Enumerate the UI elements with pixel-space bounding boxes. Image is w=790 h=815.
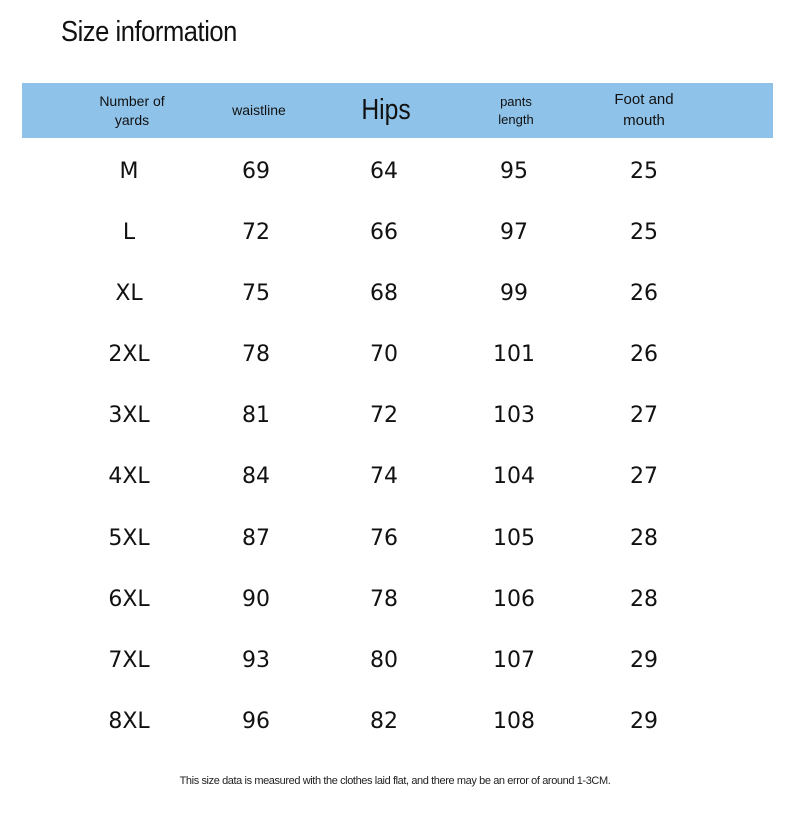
cell-size: 8XL xyxy=(108,709,150,734)
header-size-line1: Number of xyxy=(99,92,165,109)
measurement-footnote: This size data is measured with the clothes laid flat, and there may be an error of around 1-3CM. xyxy=(179,775,611,787)
table-row xyxy=(0,519,790,559)
header-pants-length-column xyxy=(466,83,566,138)
cell-waistline: 96 xyxy=(242,709,270,734)
cell-hips: 66 xyxy=(370,220,398,245)
cell-waistline: 78 xyxy=(242,342,270,367)
header-waistline-label: waistline xyxy=(232,102,286,119)
cell-size: 2XL xyxy=(108,342,150,367)
cell-pants-length: 108 xyxy=(493,709,535,734)
header-size-column xyxy=(82,83,182,138)
header-pants-length-line1: pants xyxy=(500,93,532,109)
cell-waistline: 75 xyxy=(242,281,270,306)
table-row xyxy=(0,152,790,192)
cell-pants-length: 99 xyxy=(500,281,528,306)
cell-waistline: 72 xyxy=(242,220,270,245)
header-foot-mouth-line1: Foot and xyxy=(614,91,674,109)
header-hips-column xyxy=(336,83,436,138)
cell-pants-length: 101 xyxy=(493,342,535,367)
cell-size: 4XL xyxy=(108,464,150,489)
header-pants-length-line2: length xyxy=(498,111,534,127)
cell-waistline: 93 xyxy=(242,648,270,673)
cell-size: XL xyxy=(115,281,143,306)
cell-foot-mouth: 25 xyxy=(630,159,658,184)
cell-pants-length: 95 xyxy=(500,159,528,184)
cell-pants-length: 103 xyxy=(493,403,535,428)
cell-hips: 64 xyxy=(370,159,398,184)
header-size-line2: yards xyxy=(114,111,150,128)
size-table-header xyxy=(22,83,773,138)
cell-pants-length: 107 xyxy=(493,648,535,673)
cell-waistline: 90 xyxy=(242,587,270,612)
table-row xyxy=(0,213,790,253)
cell-waistline: 84 xyxy=(242,464,270,489)
page-title: Size information xyxy=(61,16,237,48)
cell-foot-mouth: 27 xyxy=(630,403,658,428)
table-row xyxy=(0,580,790,620)
cell-hips: 80 xyxy=(370,648,398,673)
cell-foot-mouth: 27 xyxy=(630,464,658,489)
header-foot-mouth-line2: mouth xyxy=(623,111,665,129)
cell-foot-mouth: 29 xyxy=(630,709,658,734)
table-row xyxy=(0,274,790,314)
cell-hips: 68 xyxy=(370,281,398,306)
cell-pants-length: 106 xyxy=(493,587,535,612)
cell-size: L xyxy=(122,220,136,245)
cell-hips: 82 xyxy=(370,709,398,734)
cell-waistline: 87 xyxy=(242,526,270,551)
cell-waistline: 69 xyxy=(242,159,270,184)
cell-foot-mouth: 26 xyxy=(630,281,658,306)
table-row xyxy=(0,457,790,497)
cell-hips: 74 xyxy=(370,464,398,489)
cell-foot-mouth: 26 xyxy=(630,342,658,367)
table-row xyxy=(0,641,790,681)
table-row xyxy=(0,396,790,436)
cell-foot-mouth: 28 xyxy=(630,526,658,551)
cell-pants-length: 104 xyxy=(493,464,535,489)
table-row xyxy=(0,335,790,375)
cell-size: 6XL xyxy=(108,587,150,612)
cell-size: 5XL xyxy=(108,526,150,551)
cell-foot-mouth: 29 xyxy=(630,648,658,673)
cell-size: M xyxy=(119,159,139,184)
cell-hips: 70 xyxy=(370,342,398,367)
cell-pants-length: 105 xyxy=(493,526,535,551)
cell-foot-mouth: 28 xyxy=(630,587,658,612)
cell-hips: 78 xyxy=(370,587,398,612)
cell-hips: 72 xyxy=(370,403,398,428)
cell-hips: 76 xyxy=(370,526,398,551)
cell-size: 7XL xyxy=(108,648,150,673)
cell-foot-mouth: 25 xyxy=(630,220,658,245)
header-hips-label: Hips xyxy=(361,93,411,126)
header-waistline-column xyxy=(209,83,309,138)
table-row xyxy=(0,702,790,742)
header-foot-mouth-column xyxy=(594,83,694,138)
cell-waistline: 81 xyxy=(242,403,270,428)
cell-size: 3XL xyxy=(108,403,150,428)
cell-pants-length: 97 xyxy=(500,220,528,245)
